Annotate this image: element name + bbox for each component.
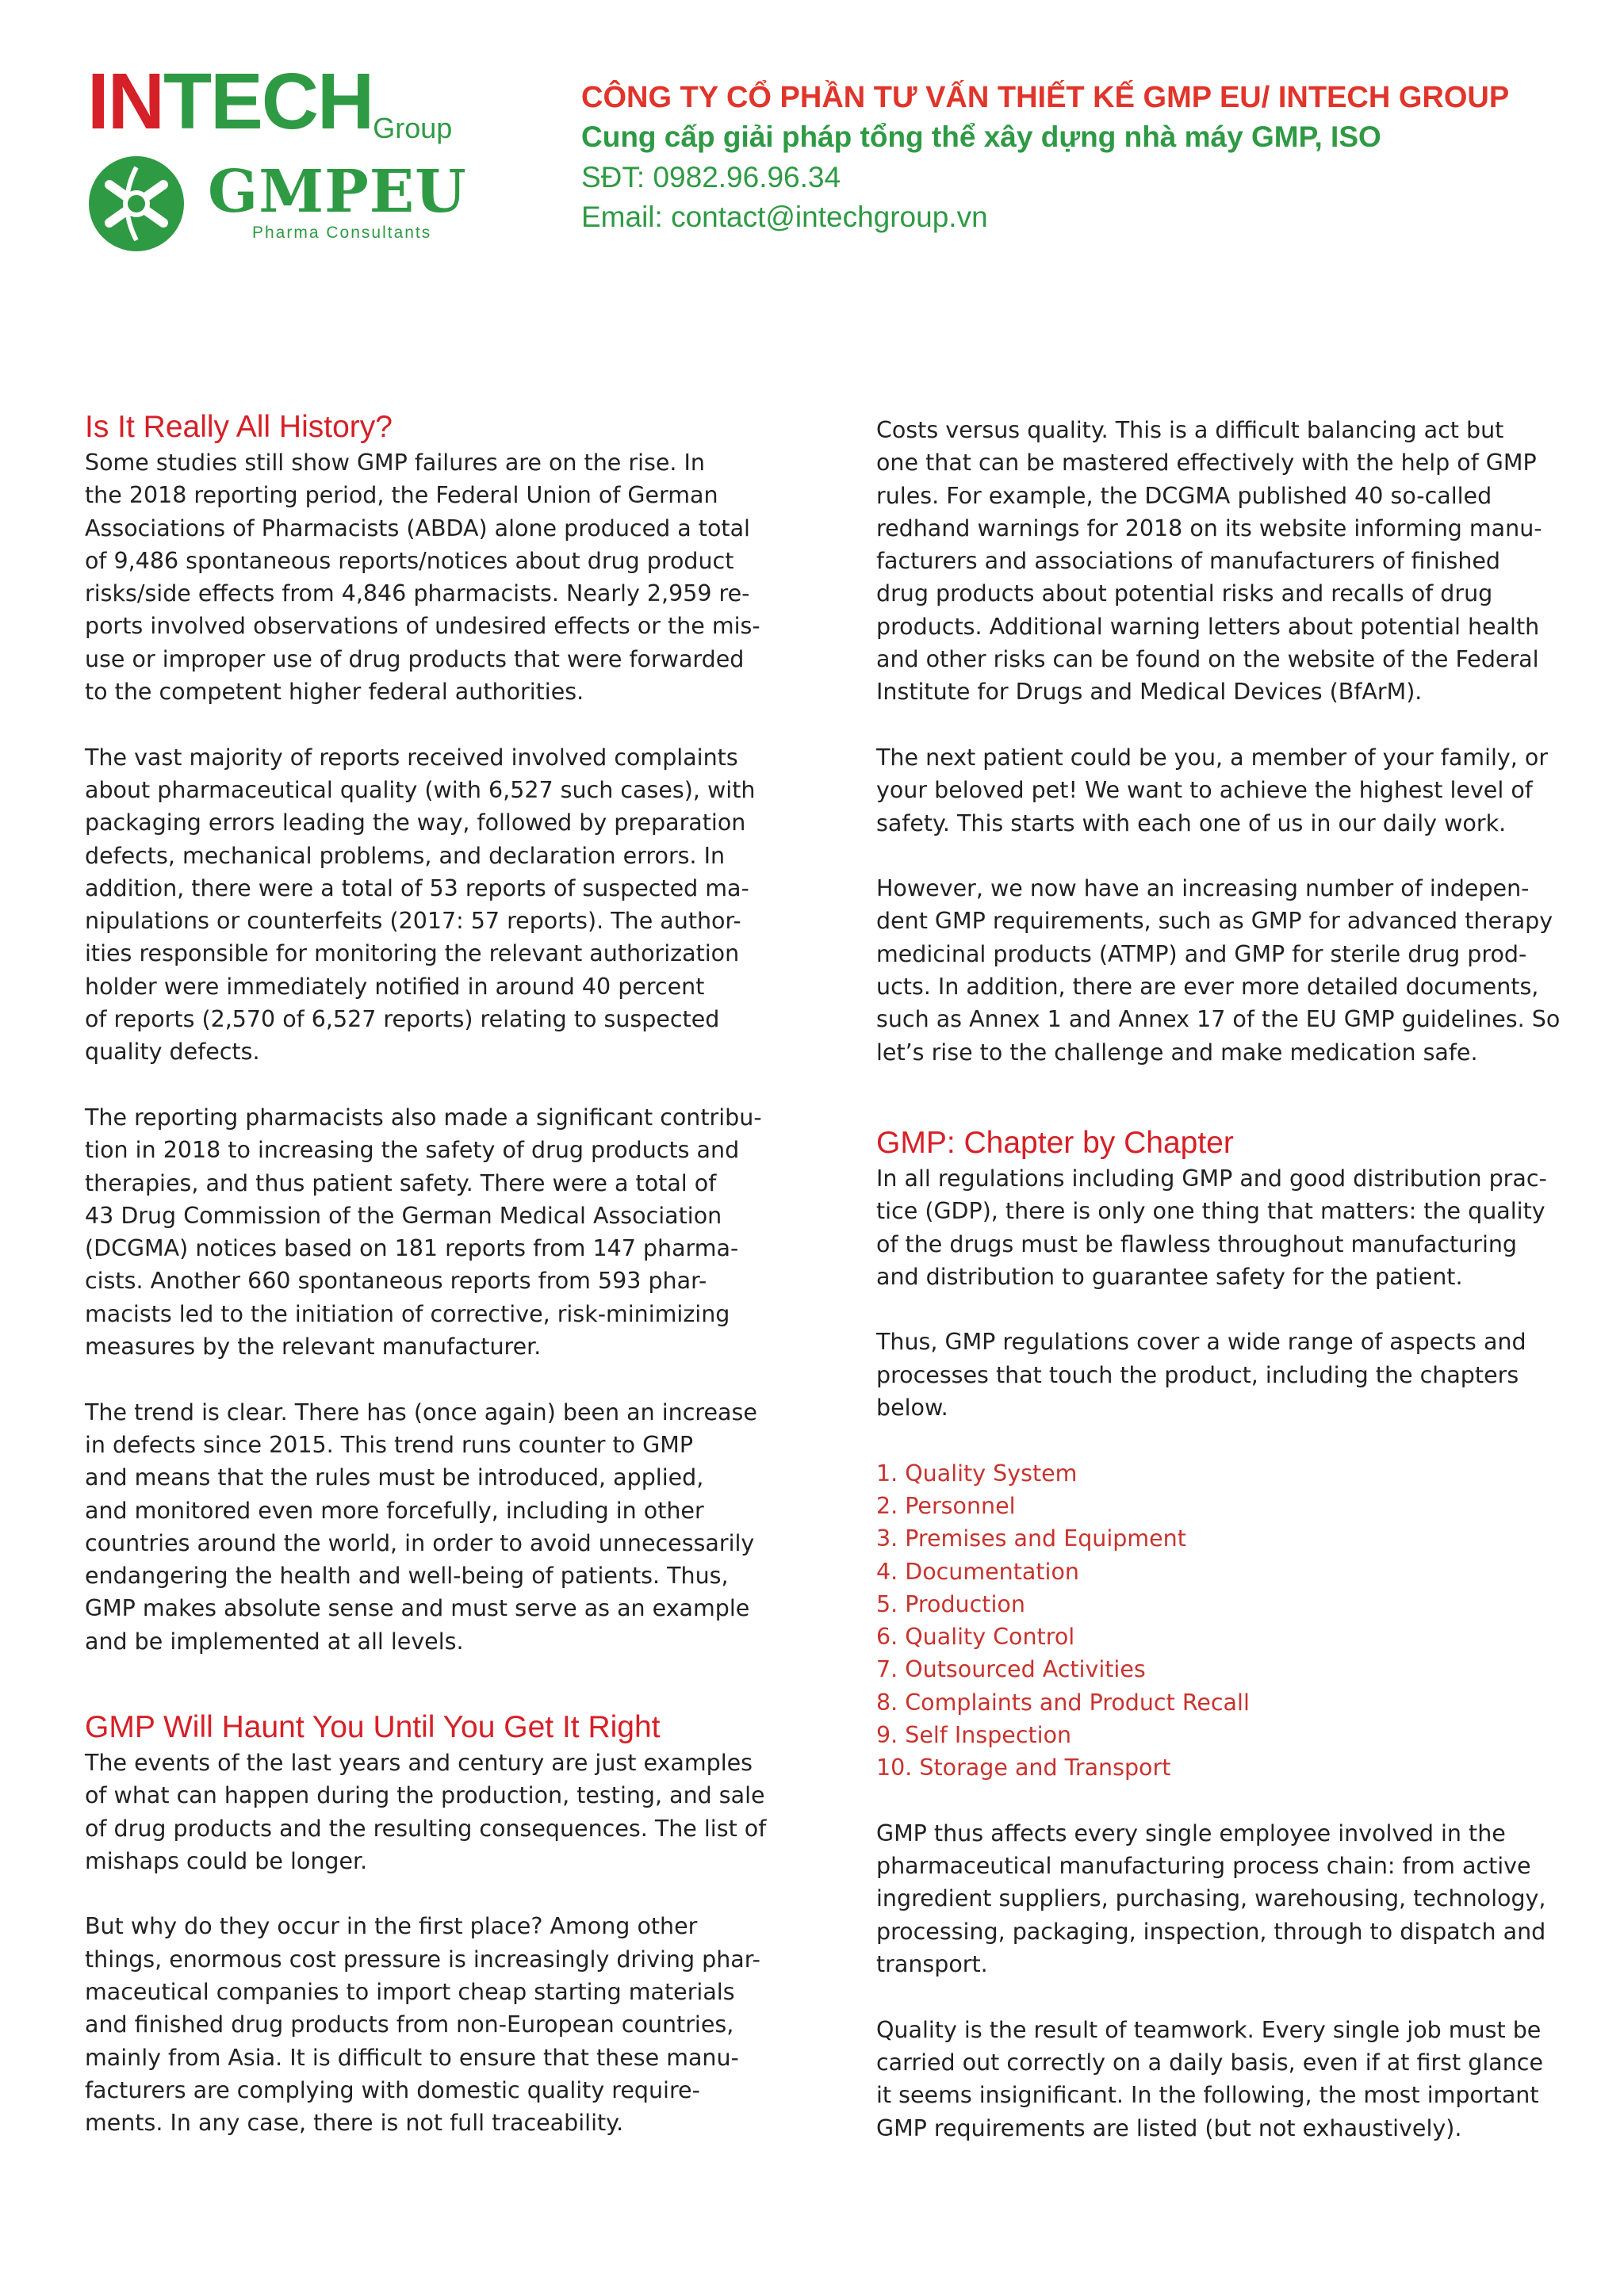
text-line: and other risks can be found on the website of the Federal [876,646,1539,673]
text-line: facturers and associations of manufacturers of finished [876,548,1501,575]
company-email: Email: contact@intechgroup.vn [581,201,988,233]
right-column [876,408,1561,2145]
text-line: below. [876,1395,948,1422]
text-line: mainly from Asia. It is difficult to ensure that these manu- [85,2044,739,2071]
text-line: countries around the world, in order to avoid unnecessarily [85,1529,755,1556]
text-line: therapies, and thus patient safety. There were a total of [85,1169,717,1196]
text-line: GMP thus affects every single employee involved in the [876,1820,1506,1846]
section-heading: Is It Really All History? [85,410,393,444]
text-line: things, enormous cost pressure is increasingly driving phar- [85,1946,760,1973]
chapter-item: 8. Complaints and Product Recall [876,1689,1250,1716]
text-line: in defects since 2015. This trend runs counter to GMP [85,1431,694,1458]
intech-logo [87,57,453,146]
text-line: carried out correctly on a daily basis, even if at first glance [876,2049,1543,2076]
text-line: packaging errors leading the way, followed by preparation [85,809,746,836]
text-line: addition, there were a total of 53 reports of suspected ma- [85,874,749,901]
text-line: The next patient could be you, a member of your family, or [876,744,1549,771]
paragraph [85,1396,767,1658]
chapter-list [876,1457,1558,1785]
text-line: risks/side effects from 4,846 pharmacists. Nearly 2,959 re- [85,580,750,607]
text-line: GMP requirements are listed (but not exhaustively). [876,2114,1462,2141]
text-line: endangering the health and well-being of patients. Thus, [85,1563,729,1590]
text-line: and be implemented at all levels. [85,1628,464,1655]
text-line: medicinal products (ATMP) and GMP for sterile drug prod- [876,940,1527,967]
text-line: one that can be mastered effectively with the help of GMP [876,450,1537,476]
text-line: But why do they occur in the first place? Among other [85,1913,698,1940]
text-line: GMP makes absolute sense and must serve as an example [85,1595,750,1622]
gmpeu-logo-text: GMPEU [208,158,467,226]
text-line: dent GMP requirements, such as GMP for advanced therapy [876,908,1553,935]
gmp-globe-icon [86,153,187,254]
paragraph [876,1817,1558,1980]
text-line: drug products about potential risks and recalls of drug [876,580,1493,607]
text-line: redhand warnings for 2018 on its website informing manu- [876,515,1542,541]
text-line: of 9,486 spontaneous reports/notices about drug product [85,547,734,574]
text-line: facturers are complying with domestic quality require- [85,2076,700,2103]
left-column [85,408,767,2140]
text-line: transport. [876,1951,988,1978]
text-line: 43 Drug Commission of the German Medical Association [85,1202,722,1229]
chapter-item: 5. Production [876,1590,1025,1617]
paragraph [876,1326,1558,1424]
text-line: of reports (2,570 of 6,527 reports) relating to suspected [85,1006,720,1033]
text-line: of the drugs must be flawless throughout manufacturing [876,1230,1518,1257]
text-line: tion in 2018 to increasing the safety of drug products and [85,1137,740,1164]
text-line: about pharmaceutical quality (with 6,527 such cases), with [85,776,756,803]
text-line: it seems insignificant. In the following, the most important [876,2082,1539,2109]
paragraph [876,872,1561,1069]
text-line: to the competent higher federal authorities. [85,679,584,706]
text-line: holder were immediately notified in around 40 percent [85,973,705,1000]
paragraph [876,414,1558,709]
company-tagline: Cung cấp giải pháp tổng thể xây dựng nhà máy GMP, ISO [581,121,1381,153]
logo-tech: TECH [163,57,373,146]
company-name: CÔNG TY CỔ PHẦN TƯ VẤN THIẾT KẾ GMP EU/ INTECH GROUP [581,81,1510,114]
paragraph [876,741,1558,840]
text-line: Thus, GMP regulations cover a wide range of aspects and [876,1329,1526,1356]
logo-in: IN [87,57,163,146]
text-line: The reporting pharmacists also made a significant contribu- [85,1104,762,1131]
text-line: However, we now have an increasing number of indepen- [876,875,1530,902]
chapter-item: 4. Documentation [876,1558,1079,1585]
company-phone: SĐT: 0982.96.96.34 [581,161,841,193]
text-line: measures by the relevant manufacturer. [85,1334,542,1360]
text-line: macists led to the initiation of corrective, risk-minimizing [85,1300,730,1327]
text-line: In all regulations including GMP and good distribution prac- [876,1165,1547,1192]
text-line: let’s rise to the challenge and make medication safe. [876,1039,1478,1066]
paragraph [85,1747,767,1877]
text-line: pharmaceutical manufacturing process chain: from active [876,1853,1531,1880]
paragraph [876,2014,1558,2145]
text-line: ities responsible for monitoring the relevant authorization [85,940,740,967]
text-line: ucts. In addition, there are ever more detailed documents, [876,974,1539,1001]
chapter-item: 2. Personnel [876,1492,1016,1519]
gmpeu-subtitle: Pharma Consultants [252,224,432,242]
section-heading: GMP Will Haunt You Until You Get It Right [85,1709,661,1744]
text-line: and finished drug products from non-European countries, [85,2011,734,2038]
text-line: rules. For example, the DCGMA published 40 so-called [876,482,1492,509]
text-line: your beloved pet! We want to achieve the highest level of [876,777,1533,804]
logo-group: Group [373,112,453,144]
text-line: The vast majority of reports received involved complaints [85,744,738,771]
text-line: ingredient suppliers, purchasing, warehousing, technology, [876,1885,1546,1912]
text-line: of drug products and the resulting consequences. The list of [85,1815,767,1842]
text-line: safety. This starts with each one of us in our daily work. [876,809,1507,836]
text-line: maceutical companies to import cheap starting materials [85,1979,735,2006]
paragraph [85,741,767,1069]
text-line: nipulations or counterfeits (2017: 57 reports). The author- [85,908,741,935]
page-header [0,0,1624,317]
text-line: processing, packaging, inspection, through to dispatch and [876,1918,1546,1945]
paragraph [876,1162,1558,1293]
paragraph [85,1101,767,1363]
chapter-item: 6. Quality Control [876,1624,1075,1651]
chapter-item: 3. Premises and Equipment [876,1525,1186,1552]
text-line: Institute for Drugs and Medical Devices (BfArM). [876,679,1423,706]
text-line: (DCGMA) notices based on 181 reports from 147 pharma- [85,1235,739,1262]
text-line: defects, mechanical problems, and declaration errors. In [85,842,726,869]
text-line: ports involved observations of undesired effects or the mis- [85,613,760,640]
text-line: mishaps could be longer. [85,1847,368,1874]
text-line: ments. In any case, there is not full traceability. [85,2110,624,2137]
paragraph [85,446,767,708]
paragraph [85,1910,767,2139]
chapter-item: 7. Outsourced Activities [876,1656,1146,1683]
text-line: The trend is clear. There has (once again) been an increase [85,1399,757,1425]
text-line: tice (GDP), there is only one thing that matters: the quality [876,1198,1545,1225]
section-heading: GMP: Chapter by Chapter [876,1125,1234,1160]
text-line: Associations of Pharmacists (ABDA) alone produced a total [85,515,750,541]
text-line: of what can happen during the production, testing, and sale [85,1782,765,1809]
text-line: Some studies still show GMP failures are on the rise. In [85,450,705,476]
text-line: such as Annex 1 and Annex 17 of the EU GMP guidelines. So [876,1006,1561,1033]
text-line: quality defects. [85,1039,260,1066]
chapter-item: 9. Self Inspection [876,1721,1072,1748]
text-line: cists. Another 660 spontaneous reports from 593 phar- [85,1268,707,1295]
text-line: Costs versus quality. This is a difficult balancing act but [876,417,1504,443]
text-line: The events of the last years and century are just examples [85,1749,753,1776]
text-line: use or improper use of drug products that were forwarded [85,645,745,672]
text-line: products. Additional warning letters about potential health [876,613,1540,640]
text-line: the 2018 reporting period, the Federal Union of German [85,482,718,509]
text-line: processes that touch the product, including the chapters [876,1361,1519,1388]
chapter-item: 1. Quality System [876,1460,1078,1487]
text-line: and means that the rules must be introduced, applied, [85,1464,704,1491]
text-line: Quality is the result of teamwork. Every single job must be [876,2016,1542,2043]
text-line: and monitored even more forcefully, including in other [85,1497,704,1524]
text-line: and distribution to guarantee safety for the patient. [876,1263,1463,1290]
chapter-item: 10. Storage and Transport [876,1755,1171,1781]
